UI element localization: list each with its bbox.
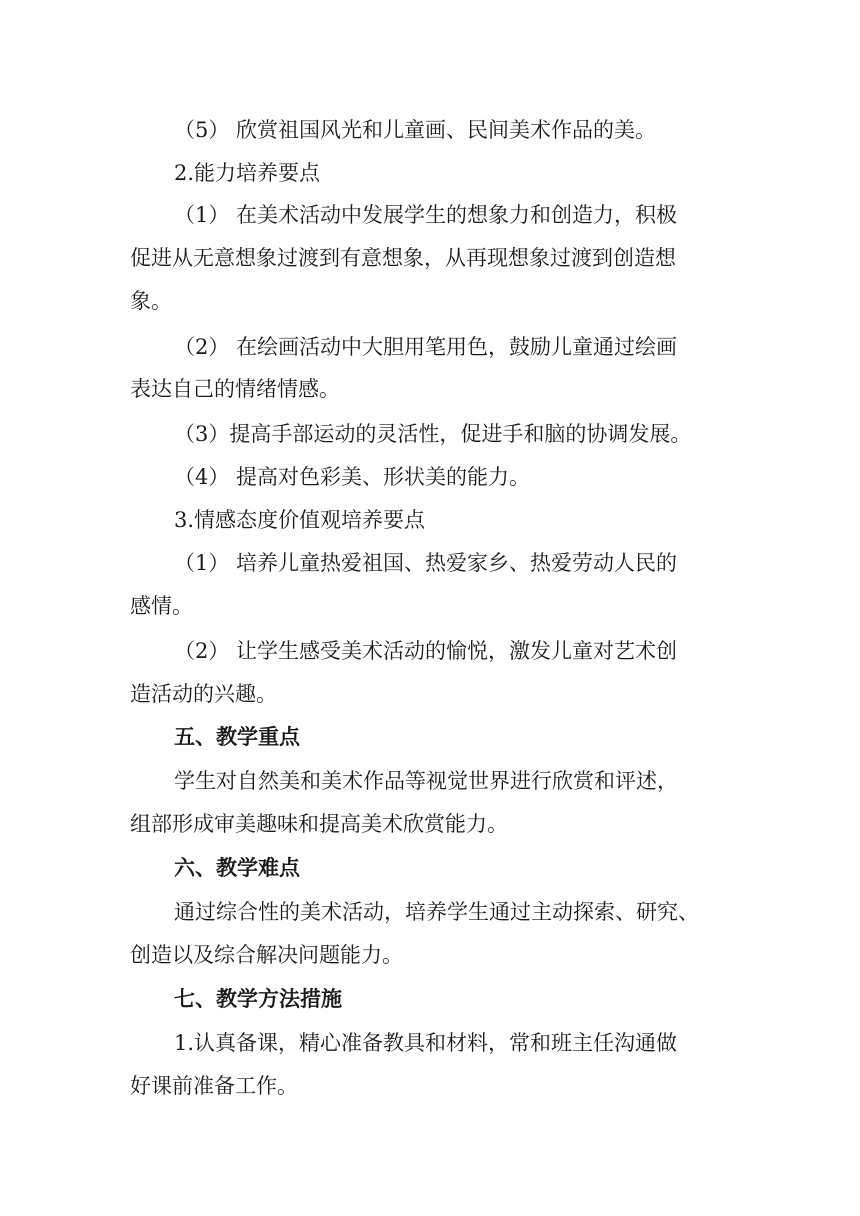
subheading: 2.能力培养要点 [174,161,321,185]
text-line: 通过综合性的美术活动，培养学生通过主动探索、研究、 [174,900,699,924]
text-line: 好课前准备工作。 [130,1074,298,1098]
subheading: 3.情感态度价值观培养要点 [174,508,426,532]
section-heading: 七、教学方法措施 [174,987,342,1011]
text-line: 1.认真备课，精心准备教具和材料，常和班主任沟通做 [174,1031,678,1055]
text-line: （2） 让学生感受美术活动的愉悦，激发儿童对艺术创 [174,639,678,663]
section-heading: 六、教学难点 [174,856,300,880]
text-line: （4） 提高对色彩美、形状美的能力。 [174,465,531,489]
text-line: 促进从无意想象过渡到有意想象，从再现想象过渡到创造想 [130,246,676,270]
text-line: 造活动的兴趣。 [130,682,277,706]
section-heading: 五、教学重点 [174,725,300,749]
text-line: 表达自己的情绪情感。 [130,377,340,401]
text-line: 创造以及综合解决问题能力。 [130,943,403,967]
text-line: （2） 在绘画活动中大胆用笔用色，鼓励儿童通过绘画 [174,335,678,359]
text-line: 象。 [130,289,172,313]
text-line: （1） 在美术活动中发展学生的想象力和创造力，积极 [174,203,678,227]
text-line: 感情。 [130,594,193,618]
text-line: （5） 欣赏祖国风光和儿童画、民间美术作品的美。 [174,118,657,142]
text-line: （1） 培养儿童热爱祖国、热爱家乡、热爱劳动人民的 [174,551,678,575]
text-line: 学生对自然美和美术作品等视觉世界进行欣赏和评述， [174,769,678,793]
text-line: 组部形成审美趣味和提高美术欣赏能力。 [130,812,508,836]
text-line: （3）提高手部运动的灵活性，促进手和脑的协调发展。 [174,422,692,446]
